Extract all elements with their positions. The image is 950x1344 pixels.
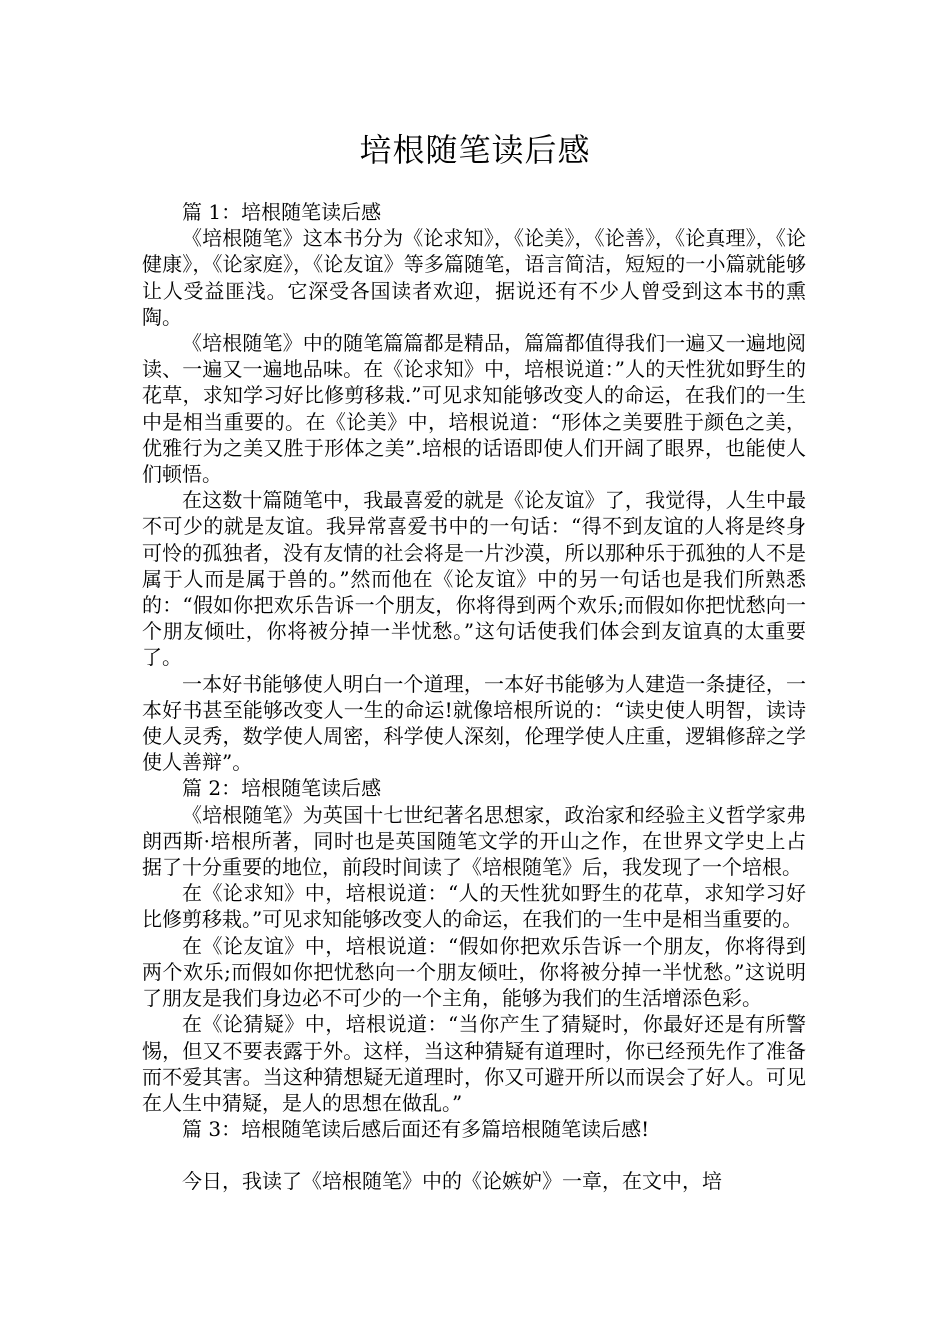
paragraph: 一本好书能够使人明白一个道理，一本好书能够为人建造一条捷径，一本好书甚至能够改变人一生的命运!就像培根所说的：“读史使人明智，读诗使人灵秀，数学使人周密，科学使人深刻，伦理学使人庄重，逻辑修辞之学使人善辩”。 <box>142 671 806 775</box>
paragraph: 今日，我读了《培根随笔》中的《论嫉妒》一章，在文中，培 <box>182 1169 722 1194</box>
document-body <box>142 199 806 1195</box>
document-title: 培根随笔读后感 <box>359 131 591 169</box>
paragraph: 在《论猜疑》中，培根说道：“当你产生了猜疑时，你最好还是有所警惕，但又不要表露于外。这样，当这种猜疑有道理时，你已经预先作了准备而不爱其害。当这种猜想疑无道理时，你又可避开所以而误会了好人。可见在人生中猜疑，是人的思想在做乱。” <box>142 1012 806 1115</box>
paragraph: 在《论友谊》中，培根说道：“假如你把欢乐告诉一个朋友，你将得到两个欢乐;而假如你把忧愁向一个朋友倾吐，你将被分掉一半忧愁。”这说明了朋友是我们身边必不可少的一个主角，能够为我们的生活增添色彩。 <box>142 933 806 1011</box>
section-heading-2: 篇 2：培根随笔读后感 <box>182 776 382 801</box>
section-heading-3: 篇 3：培根随笔读后感后面还有多篇培根随笔读后感! <box>182 1117 650 1142</box>
paragraph: 在这数十篇随笔中，我最喜爱的就是《论友谊》了，我觉得，人生中最不可少的就是友谊。我异常喜爱书中的一句话：“得不到友谊的人将是终身可怜的孤独者，没有友情的社会将是一片沙漠，所以那种乐于孤独的人不是属于人而是属于兽的。”然而他在《论友谊》中的另一句话也是我们所熟悉的：“假如你把欢乐告诉一个朋友，你将得到两个欢乐;而假如你把忧愁向一个朋友倾吐，你将被分掉一半忧愁。”这句话使我们体会到友谊真的太重要了。 <box>142 488 806 670</box>
paragraph: 在《论求知》中，培根说道：“人的天性犹如野生的花草，求知学习好比修剪移栽。”可见求知能够改变人的命运，在我们的一生中是相当重要的。 <box>142 881 806 932</box>
paragraph: 《培根随笔》这本书分为《论求知》，《论美》，《论善》，《论真理》，《论健康》，《论家庭》，《论友谊》等多篇随笔，语言简洁，短短的一小篇就能够让人受益匪浅。它深受各国读者欢迎，据说还有不少人曾受到这本书的熏陶。 <box>142 226 806 329</box>
paragraph: 《培根随笔》中的随笔篇篇都是精品，篇篇都值得我们一遍又一遍地阅读、一遍又一遍地品味。在《论求知》中，培根说道：”人的天性犹如野生的花草，求知学习好比修剪移栽.”可见求知能够改变人的命运，在我们的一生中是相当重要的。在《论美》中，培根说道：“形体之美要胜于颜色之美，优雅行为之美又胜于形体之美”.培根的话语即使人们开阔了眼界，也能使人们顿悟。 <box>142 331 806 487</box>
paragraph: 《培根随笔》为英国十七世纪著名思想家，政治家和经验主义哲学家弗朗西斯·培根所著，同时也是英国随笔文学的开山之作，在世界文学史上占据了十分重要的地位，前段时间读了《培根随笔》后，我发现了一个培根。 <box>142 802 806 880</box>
section-heading-1: 篇 1：培根随笔读后感 <box>182 200 382 224</box>
